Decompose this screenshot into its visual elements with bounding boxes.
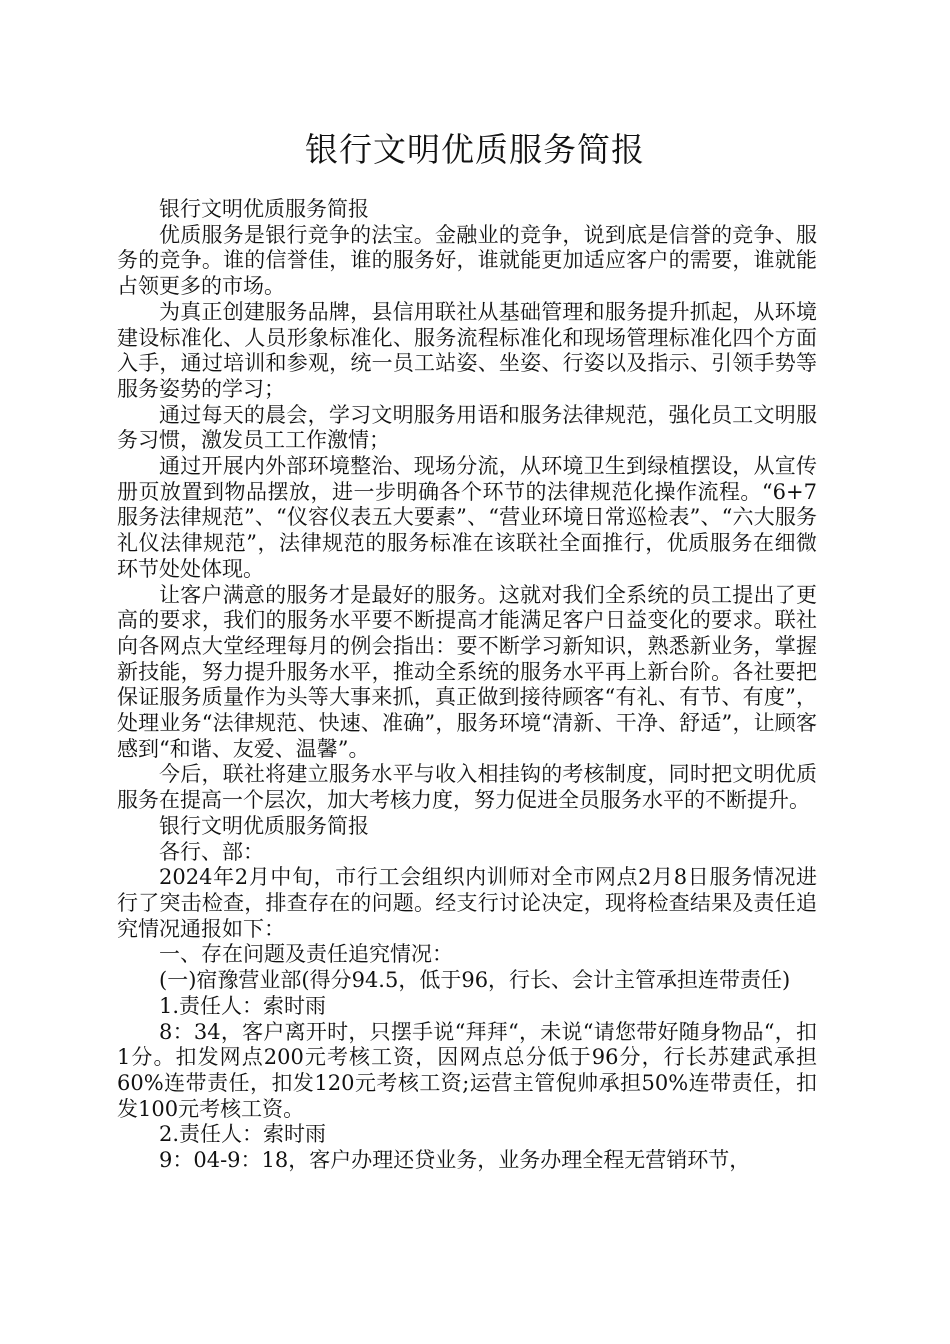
paragraph: 通过开展内外部环境整治、现场分流，从环境卫生到绿植摆设，从宣传册页放置到物品摆放，进一步明确各个环节的法律规范化操作流程。“6+7服务法律规范”、“仪容仪表五大要素”、“营业环境日常巡检表”、“六大服务礼仪法律规范”，法律规范的服务标准在该联社全面推行，优质服务在细微环节处处体现。 [117,454,817,581]
item-heading: 1.责任人：索时雨 [159,993,327,1018]
paragraph-salutation: 各行、部： [159,839,264,864]
paragraph: (一)宿豫营业部(得分94.5，低于96，行长、会计主管承担连带责任) [159,968,791,993]
section-heading: 一、存在问题及责任追究情况： [159,942,453,967]
paragraph-subtitle: 银行文明优质服务简报 [159,197,369,221]
paragraph: 8：34，客户离开时，只摆手说“拜拜“，未说“请您带好随身物品“，扣1分。扣发网点200元考核工资，因网点总分低于96分，行长苏建武承担60%连带责任，扣发120元考核工资;运营主管倪帅承担50%连带责任，扣发100元考核工资。 [117,1019,817,1121]
paragraph: 今后，联社将建立服务水平与收入相挂钩的考核制度，同时把文明优质服务在提高一个层次，加大考核力度，努力促进全员服务水平的不断提升。 [117,762,817,813]
paragraph: 让客户满意的服务才是最好的服务。这就对我们全系统的员工提出了更高的要求，我们的服务水平要不断提高才能满足客户日益变化的要求。联社向各网点大堂经理每月的例会指出：要不断学习新知识，熟悉新业务，掌握新技能，努力提升服务水平，推动全系统的服务水平再上新台阶。各社要把保证服务质量作为头等大事来抓，真正做到接待顾客“有礼、有节、有度”，处理业务“法律规范、快速、准确”，服务环境“清新、干净、舒适”，让顾客感到“和谐、友爱、温馨”。 [117,582,817,761]
document-body [117,197,817,1174]
paragraph: 通过每天的晨会，学习文明服务用语和服务法律规范，强化员工文明服务习惯，激发员工工作激情； [117,402,817,453]
paragraph: 为真正创建服务品牌，县信用联社从基础管理和服务提升抓起，从环境建设标准化、人员形象标准化、服务流程标准化和现场管理标准化四个方面入手，通过培训和参观，统一员工站姿、坐姿、行姿以及指示、引领手势等服务姿势的学习； [117,299,817,401]
paragraph-subtitle: 银行文明优质服务简报 [159,813,369,838]
paragraph: 2024年2月中旬，市行工会组织内训师对全市网点2月8日服务情况进行了突击检查，排查存在的问题。经支行讨论决定，现将检查结果及责任追究情况通报如下： [117,865,817,941]
item-heading: 2.责任人：索时雨 [159,1122,327,1147]
paragraph: 优质服务是银行竞争的法宝。金融业的竞争，说到底是信誉的竞争、服务的竞争。谁的信誉佳，谁的服务好，谁就能更加适应客户的需要，谁就能占领更多的市场。 [117,222,817,299]
paragraph: 9：04-9：18，客户办理还贷业务，业务办理全程无营销环节， [159,1148,751,1173]
document-title: 银行文明优质服务简报 [305,130,645,169]
